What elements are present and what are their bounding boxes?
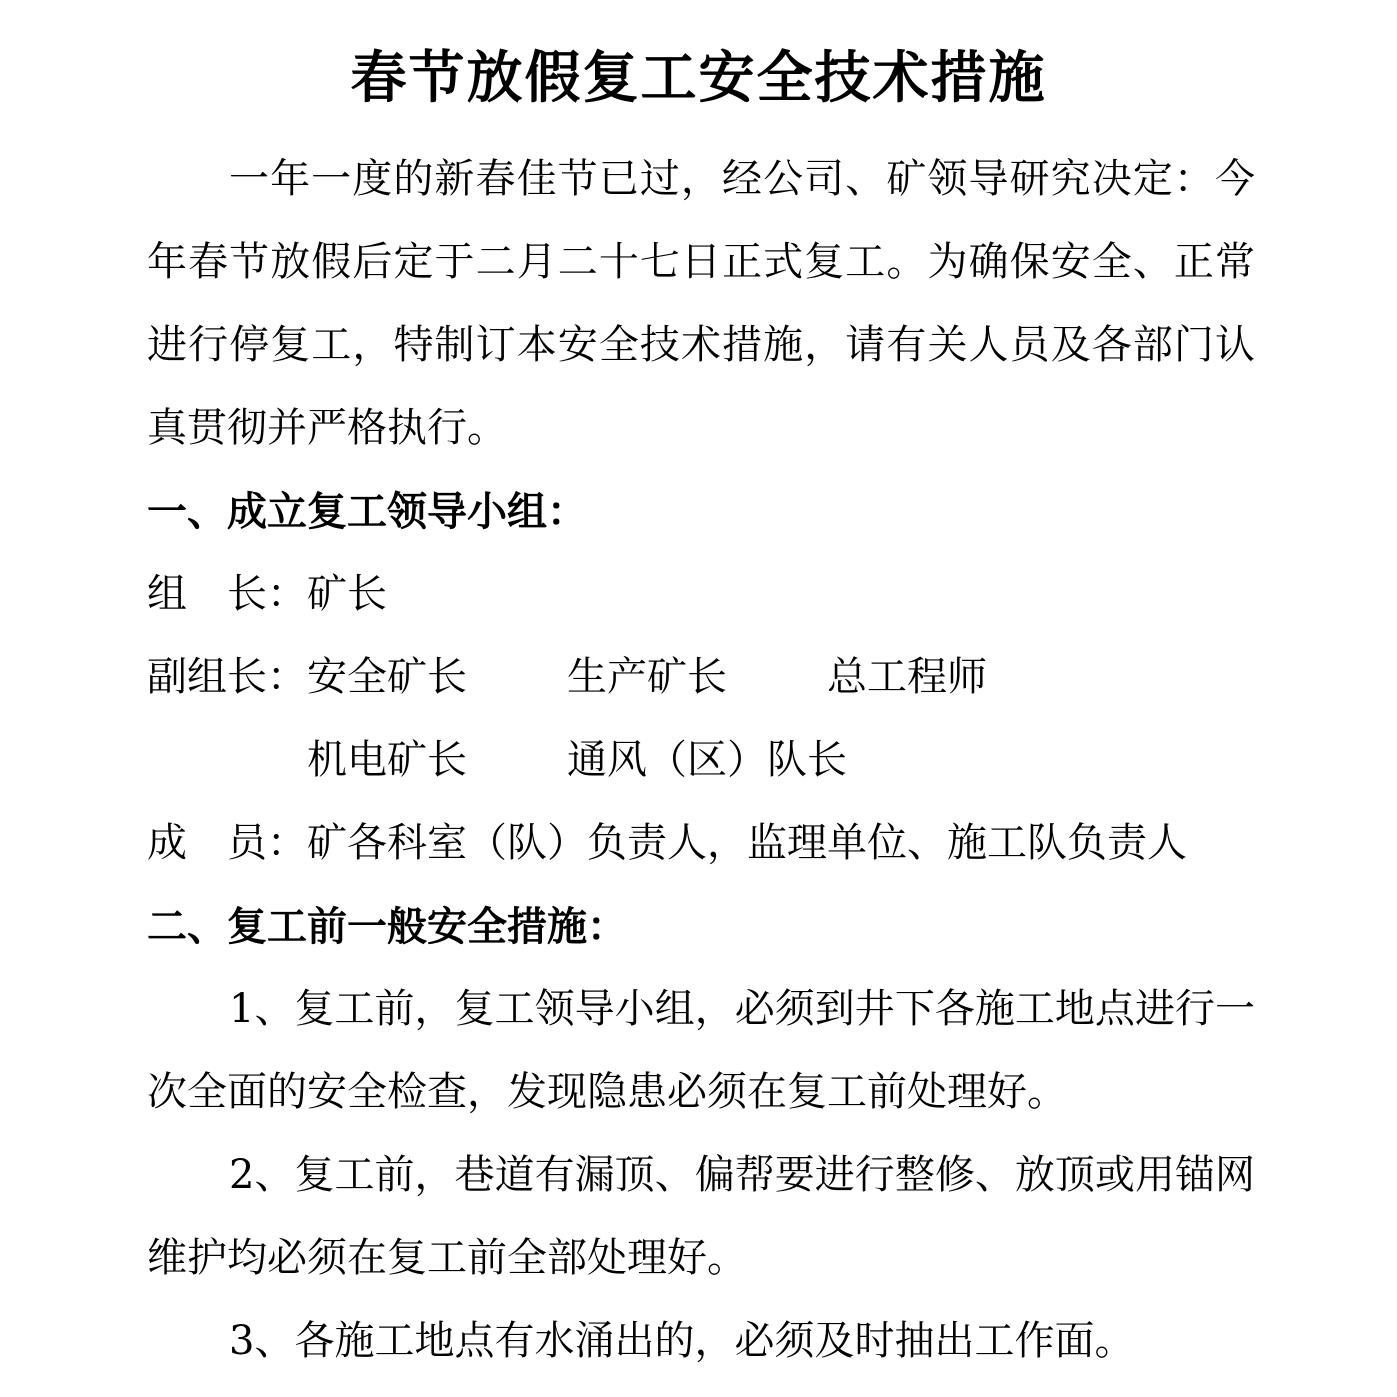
leader-value: 矿长 <box>307 571 387 617</box>
measure-item-1: 1、复工前，复工领导小组，必须到井下各施工地点进行一次全面的安全检查，发现隐患必须在复工前处理好。 <box>147 986 1255 1115</box>
leader-label: 组 长： <box>147 571 307 617</box>
members-value: 矿各科室（队）负责人，监理单位、施工队负责人 <box>307 820 1187 866</box>
document-title: 春节放假复工安全技术措施 <box>350 45 1047 111</box>
deputy-member: 安全矿长 <box>307 654 467 700</box>
measure-item-2: 2、复工前，巷道有漏顶、偏帮要进行整修、放顶或用锚网维护均必须在复工前全部处理好。 <box>147 1152 1255 1281</box>
deputy-line-1 <box>147 636 1255 719</box>
measure-item-3: 3、各施工地点有水涌出的，必须及时抽出工作面。 <box>229 1318 1135 1364</box>
deputy-label: 副组长： <box>147 654 307 700</box>
members-line <box>147 802 1255 885</box>
intro-paragraph: 一年一度的新春佳节已过，经公司、矿领导研究决定：今年春节放假后定于二月二十七日正式复工。为确保安全、正常进行停复工，特制订本安全技术措施，请有关人员及各部门认真贯彻并严格执行。 <box>147 156 1255 451</box>
section-1-heading: 一、成立复工领导小组： <box>147 488 587 535</box>
deputy-member: 机电矿长 <box>307 737 467 783</box>
deputy-member: 生产矿长 <box>567 654 727 700</box>
section-2-heading: 二、复工前一般安全措施： <box>147 903 627 950</box>
deputy-member: 通风（区）队长 <box>567 737 847 783</box>
deputy-line-2 <box>147 719 1255 802</box>
document-body <box>147 138 1255 1383</box>
members-label: 成 员： <box>147 820 307 866</box>
deputy-member: 总工程师 <box>827 654 987 700</box>
leader-line <box>147 553 1255 636</box>
